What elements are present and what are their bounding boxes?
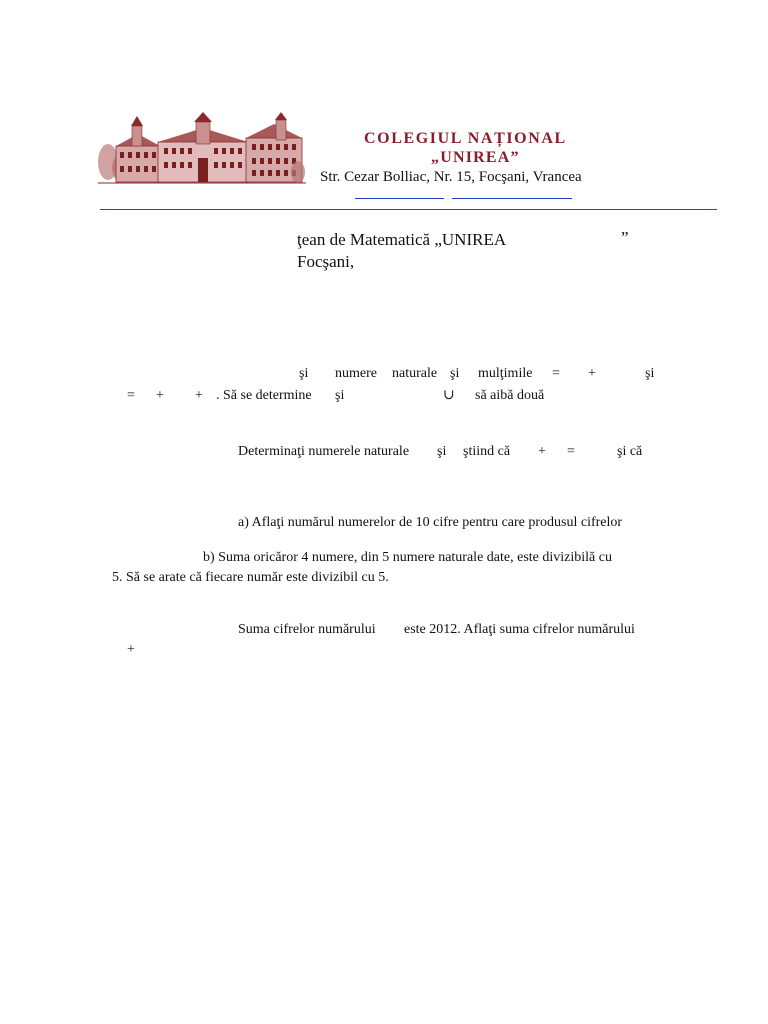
problem1-fragment: + (156, 388, 164, 403)
problem1-fragment: şi (450, 366, 460, 381)
problem3a-text: a) Aflaţi numărul numerelor de 10 cifre pentru care produsul cifrelor (238, 515, 623, 530)
school-address: Str. Cezar Bolliac, Nr. 15, Focşani, Vrancea (320, 169, 582, 185)
contest-title-line1: ţean de Matematică „UNIREA (297, 230, 507, 249)
email-link[interactable] (355, 198, 444, 199)
problem1-fragment: . Să se determine (216, 388, 312, 403)
problem2-fragment: şi că (617, 444, 643, 459)
problem1-fragment: şi (335, 388, 345, 403)
problem1-fragment: numere (335, 366, 377, 381)
problem4-fragment: este 2012. Aflaţi suma cifrelor numărului (404, 622, 635, 637)
contest-title-line2: Focşani, (297, 252, 355, 271)
problem4-fragment: + (127, 642, 135, 657)
problem1-fragment: + (588, 366, 596, 381)
problem1-fragment: = (552, 366, 560, 381)
problem2-fragment: ştiind că (463, 444, 511, 459)
problem4-fragment: Suma cifrelor numărului (238, 622, 376, 637)
problem1-fragment: şi (299, 366, 309, 381)
school-building-image (98, 112, 306, 186)
problem2-fragment: Determinaţi numerele naturale (238, 444, 410, 459)
problem1-fragment: = (127, 388, 135, 403)
header-divider (100, 209, 717, 210)
college-name: COLEGIUL NAȚIONAL (364, 130, 567, 147)
problem1-fragment: mulţimile (478, 366, 533, 381)
problem2-fragment: şi (437, 444, 447, 459)
problem1-fragment: şi (645, 366, 655, 381)
problem2-fragment: + (538, 444, 546, 459)
contest-title-quote: ” (621, 228, 629, 247)
problem3b-text-line1: b) Suma oricăror 4 numere, din 5 numere naturale date, este divizibilă cu (203, 550, 612, 565)
college-subtitle: „UNIREA” (431, 149, 520, 166)
problem1-fragment: + (195, 388, 203, 403)
problem1-fragment: ∪ (443, 388, 455, 403)
problem1-fragment: să aibă două (475, 388, 545, 403)
problem2-fragment: = (567, 444, 575, 459)
problem1-fragment: naturale (392, 366, 438, 381)
problem3b-text-line2: 5. Să se arate că fiecare număr este divizibil cu 5. (112, 570, 389, 585)
website-link[interactable] (452, 198, 572, 199)
